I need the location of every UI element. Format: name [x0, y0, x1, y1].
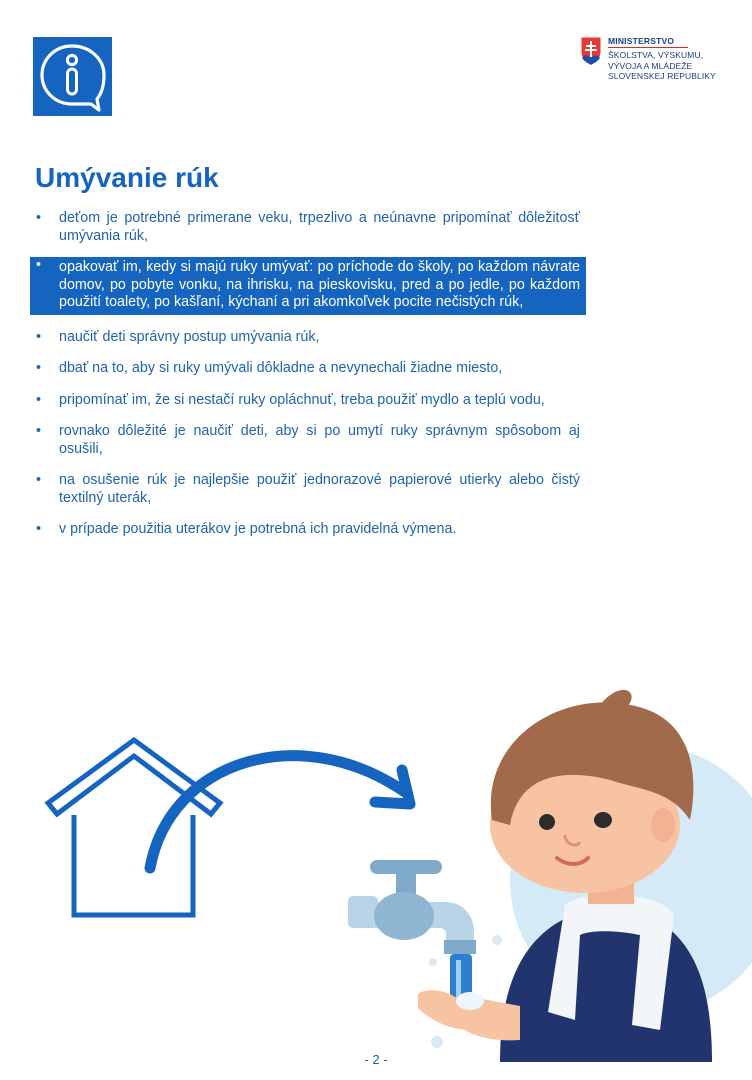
page-title: Umývanie rúk — [35, 162, 219, 193]
handwashing-illustration — [0, 660, 752, 1080]
ministry-line-1: MINISTERSTVO — [608, 36, 675, 46]
list-item: • rovnako dôležité je naučiť deti, aby si po umytí ruky správnym spôsobom aj osušili, — [30, 423, 586, 458]
bullet-list — [30, 210, 586, 553]
ministry-line-4: SLOVENSKEJ REPUBLIKY — [608, 71, 716, 81]
list-item-highlighted: • opakovať im, kedy si majú ruky umývať: po príchode do školy, po každom návrate domov, po pobyte vonku, na ihrisku, na pieskovisku, pred a po jedle, po každom použití toalety, po kašľaní, kýchaní a pri akomkoľvek pocite nečistých rúk, — [30, 257, 586, 315]
list-item: • deťom je potrebné primerane veku, trpezlivo a neúnavne pripomínať dôležitosť umývania rúk, — [30, 210, 586, 245]
curved-arrow-icon — [150, 756, 410, 868]
ministry-line-2: ŠKOLSTVA, VÝSKUMU, — [608, 50, 704, 60]
list-item: • na osušenie rúk je najlepšie použiť jednorazové papierové utierky alebo čistý textilný uterák, — [30, 472, 586, 507]
info-icon — [33, 37, 112, 116]
list-item: • pripomínať im, že si nestačí ruky opláchnuť, treba použiť mydlo a teplú vodu, — [30, 392, 586, 410]
list-item: • dbať na to, aby si ruky umývali dôkladne a nevynechali žiadne miesto, — [30, 360, 586, 378]
ministry-divider — [608, 47, 688, 48]
page-number: - 2 - — [364, 1052, 388, 1067]
house-outline-icon — [48, 740, 220, 915]
list-item: • v prípade použitia uterákov je potrebná ich pravidelná výmena. — [30, 521, 586, 539]
list-item: • naučiť deti správny postup umývania rúk, — [30, 329, 586, 347]
ministry-line-3: VÝVOJA A MLÁDEŽE — [608, 61, 693, 71]
slovak-coat-of-arms-icon — [580, 36, 602, 66]
